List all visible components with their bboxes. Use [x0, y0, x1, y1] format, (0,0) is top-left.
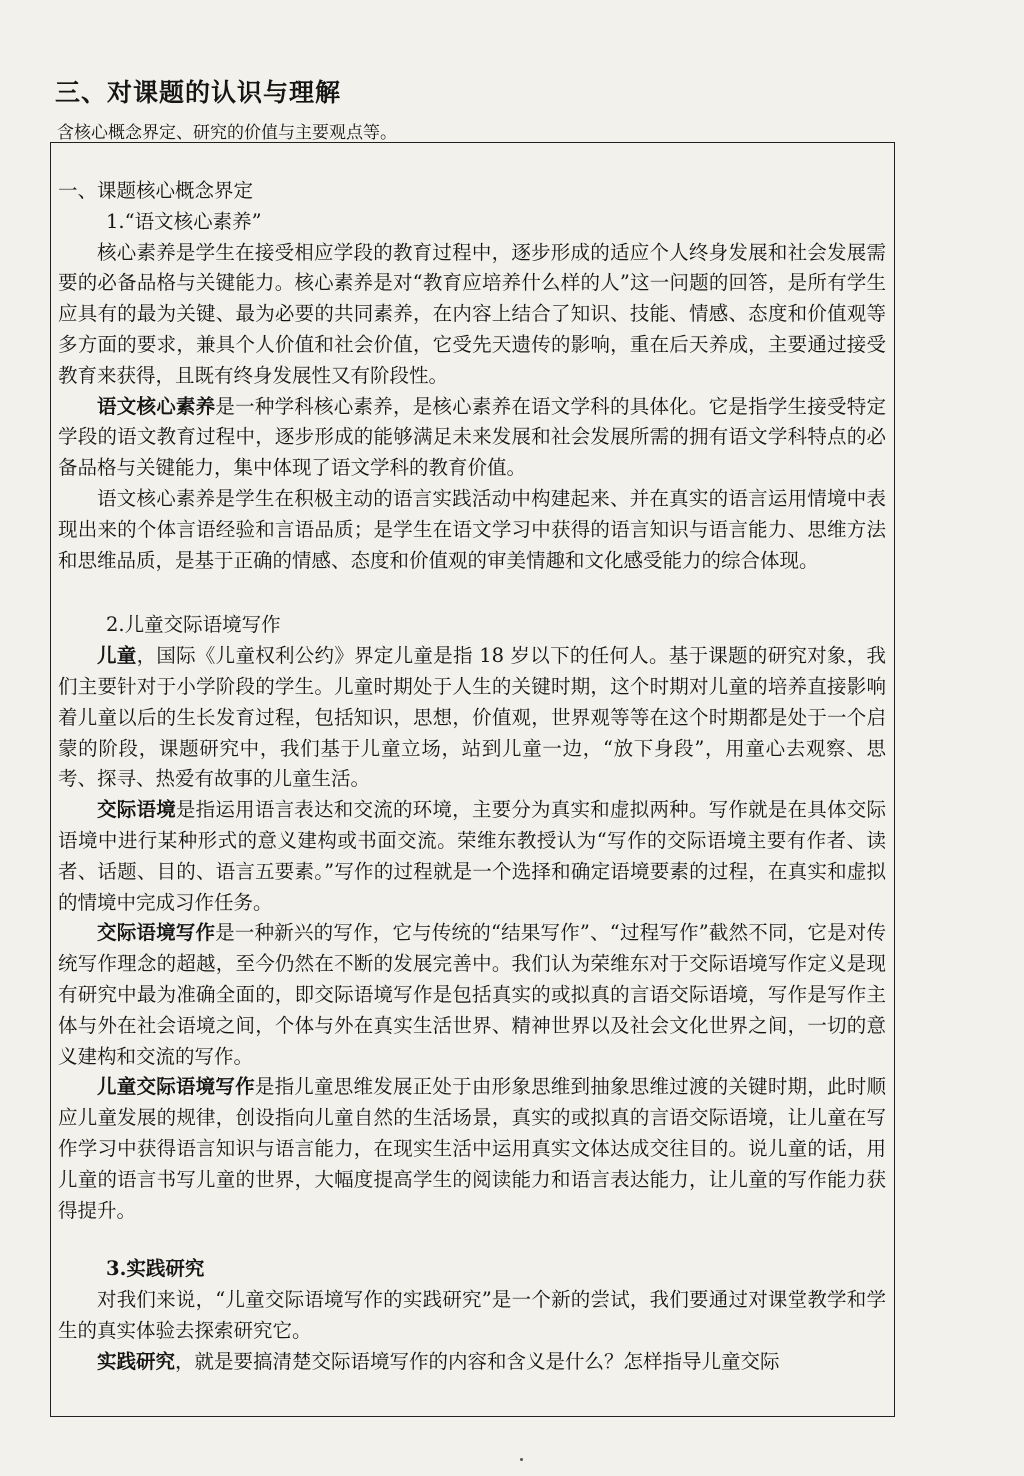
subsection-title-text: 3.实践研究 [106, 1257, 205, 1281]
paragraph-text: ，国际《儿童权利公约》界定儿童是指 18 岁以下的任何人。基于课题的研究对象，我们主要针对于小学阶段的学生。儿童时期处于人生的关键时期，这个时期对儿童的培养直接影响着儿童以后的生长发育过程，包括知识，思想，价值观，世界观等等在这个时期都是处于一个启蒙的阶段，课题研究中，我们基于儿童立场，站到儿童一边，“放下身段”，用童心去观察、思考、探寻、热爱有故事的儿童生活。 [58, 644, 886, 791]
paragraph [58, 392, 886, 484]
section-note: 含核心概念界定、研究的价值与主要观点等。 [57, 123, 397, 143]
subsection-title-3 [58, 1254, 886, 1285]
paragraph: 语文核心素养是学生在积极主动的语言实践活动中构建起来、并在真实的语言运用情境中表现出来的个体言语经验和言语品质；是学生在语文学习中获得的语言知识与语言能力、思维方法和思维品质，是基于正确的情感、态度和价值观的审美情趣和文化感受能力的综合体现。 [58, 486, 886, 572]
scan-speck [520, 1458, 523, 1461]
content-body [58, 176, 886, 1377]
paragraph-text: 是指儿童思维发展正处于由形象思维到抽象思维过渡的关键时期，此时顺应儿童发展的规律，创设指向儿童自然的生活场景，真实的或拟真的言语交际语境，让儿童在写作学习中获得语言知识与语言能力，在现实生活中运用真实文体达成交往目的。说儿童的话，用儿童的语言书写儿童的世界，大幅度提高学生的阅读能力和语言表达能力，让儿童的写作能力获得提升。 [58, 1075, 886, 1222]
paragraph-text: 是指运用语言表达和交流的环境，主要分为真实和虚拟两种。写作就是在具体交际语境中进行某种形式的意义建构或书面交流。荣维东教授认为“写作的交际语境主要有作者、读者、话题、目的、语言五要素。”写作的过程就是一个选择和确定语境要素的过程，在真实和虚拟的情境中完成习作任务。 [58, 798, 886, 914]
paragraph [58, 795, 886, 918]
paragraph-text: 是一种学科核心素养，是核心素养在语文学科的具体化。它是指学生接受特定学段的语文教育过程中，逐步形成的能够满足未来发展和社会发展所需的拥有语文学科特点的必备品格与关键能力，集中体现了语文学科的教育价值。 [58, 394, 886, 480]
section-heading: 三、对课题的认识与理解 [55, 78, 342, 107]
paragraph [58, 1347, 886, 1378]
paragraph-lead: 语文核心素养 [97, 394, 216, 418]
paragraph-text: ，就是要搞清楚交际语境写作的内容和含义是什么？怎样指导儿童交际 [175, 1349, 780, 1373]
paragraph-lead: 儿童 [97, 644, 137, 668]
paragraph: 对我们来说，“儿童交际语境写作的实践研究”是一个新的尝试，我们要通过对课堂教学和学生的真实体验去探索研究它。 [58, 1288, 886, 1342]
spacer [58, 1226, 886, 1254]
paragraph-lead: 交际语境写作 [97, 921, 216, 945]
paragraph: 核心素养是学生在接受相应学段的教育过程中，逐步形成的适应个人终身发展和社会发展需要的必备品格与关键能力。核心素养是对“教育应培养什么样的人”这一问题的回答，是所有学生应具有的最为关键、最为必要的共同素养，在内容上结合了知识、技能、情感、态度和价值观等多方面的要求，兼具个人价值和社会价值，它受先天遗传的影响，重在后天养成，主要通过接受教育来获得，且既有终身发展性又有阶段性。 [58, 240, 886, 387]
section-title-core-concepts: 一、课题核心概念界定 [58, 179, 254, 202]
paragraph-lead: 实践研究 [97, 1349, 176, 1373]
paragraph [58, 918, 886, 1072]
spacer [58, 576, 886, 610]
paragraph [58, 1072, 886, 1226]
subsection-title-1: 1.“语文核心素养” [106, 209, 262, 233]
paragraph-text: 是一种新兴的写作，它与传统的“结果写作”、“过程写作”截然不同，它是对传统写作理念的超越，至今仍然在不断的发展完善中。我们认为荣维东对于交际语境写作定义是现有研究中最为准确全面的，即交际语境写作是包括真实的或拟真的言语交际语境，写作是写作主体与外在社会语境之间，个体与外在真实生活世界、精神世界以及社会文化世界之间，一切的意义建构和交流的写作。 [58, 921, 886, 1068]
paragraph [58, 641, 886, 795]
subsection-title-2: 2.儿童交际语境写作 [106, 613, 281, 637]
paragraph-lead: 交际语境 [97, 798, 176, 822]
paragraph-lead: 儿童交际语境写作 [97, 1075, 255, 1099]
